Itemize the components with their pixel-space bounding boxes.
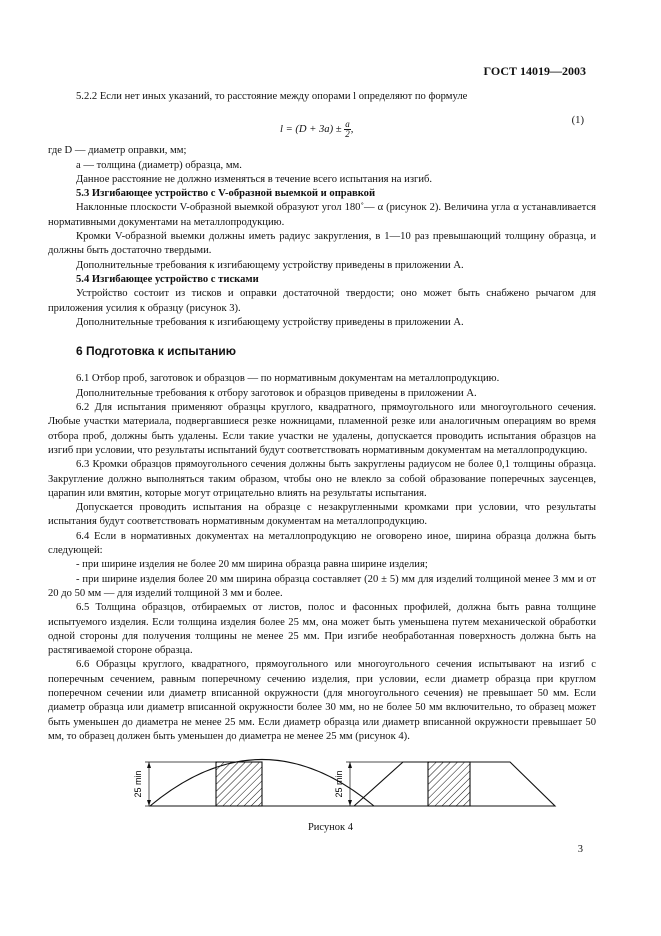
para-6-4: 6.4 Если в нормативных документах на металлопродукцию не оговорено иное, ширина образца должна быть следующей: <box>48 530 596 557</box>
para-5-2-2: 5.2.2 Если нет иных указаний, то расстояние между опорами l определяют по формуле <box>76 91 468 102</box>
para-6-1-a: 6.1 Отбор проб, заготовок и образцов — по нормативным документам на металлопродукцию. <box>76 373 500 385</box>
para-5-4-a: Устройство состоит из тисков и оправки достаточной твердости; оно может быть снабжено рычагом для приложения усилия к образцу (рисунок 3). <box>48 288 596 314</box>
para-5-3-c: Дополнительные требования к изгибающему устройству приведены в приложении А. <box>76 259 464 271</box>
page-number: 3 <box>577 844 583 855</box>
where-a: a — толщина (диаметр) образца, мм. <box>76 159 242 171</box>
formula-expression <box>280 120 353 139</box>
para-6-3: 6.3 Кромки образцов прямоугольного сечения должны быть закруглены радиусом не более 0,1 толщины образца. Закругление должно выполняться таким образом, чтобы оно не влекло за собой образование поперечных заусенцев, царапин или вмятин, которые могут отрицательно влиять на результаты испытания. <box>48 459 596 499</box>
formula-left: l = (D + 3a) ± <box>280 124 342 136</box>
document-header: ГОСТ 14019—2003 <box>483 64 586 78</box>
para-5-3-b: Кромки V-образной выемки должны иметь радиус закругления, в 1—10 раз превышающий толщину образца, и должны быть достаточно твердыми. <box>48 231 596 257</box>
equation-number: (1) <box>571 115 584 127</box>
dim-label-left: 25 min <box>133 770 143 798</box>
para-5-4-b: Дополнительные требования к изгибающему устройству приведены в приложении А. <box>76 316 464 328</box>
heading-5-3: 5.3 Изгибающее устройство с V-образной выемкой и оправкой <box>76 188 376 200</box>
formula-tail: , <box>350 124 354 136</box>
para-6-2: 6.2 Для испытания применяют образцы круглого, квадратного, прямоугольного или многоугольного сечения. Любые участки материала, подвергавшиеся резке ножницами, пламенной резке или аналогичным операциям во время отбора проб, должны быть удалены. Если такие участки не удалены, допускается проводить испытания образцов на изгиб при условии, что результаты испытаний будут соответствовать нормативным документам на металлопродукцию. <box>48 402 596 456</box>
figure-caption: Рисунок 4 <box>307 822 354 833</box>
dim-label-right: 25 min <box>334 770 344 798</box>
figure-4-right-segment <box>334 762 555 806</box>
formula-denominator: 2 <box>345 129 350 140</box>
para-distance: Данное расстояние не должно изменяться в течение всего испытания на изгиб. <box>76 173 433 185</box>
para-6-6: 6.6 Образцы круглого, квадратного, прямоугольного или многоугольного сечения испытывают на изгиб с поперечным сечением, равным поперечному сечению изделия, при условии, если диаметр образца при круглом поперечном сечении или диаметр вписанной окружности (для многоугольного сечения) не превышает 50 мм. Если диаметр образца или диаметр вписанной окружности более 30 мм, но не более 50 мм включительно, то образец может быть уменьшен до диаметра не менее 25 мм. Если диаметр образца или диаметр вписанной окружности превышает 50 мм, то образец должен быть уменьшен до диаметра не менее 25 мм (рисунок 4). <box>48 659 596 742</box>
formula-numerator: a <box>345 119 350 130</box>
para-6-4-b: - при ширине изделия более 20 мм ширина образца составляет (20 ± 5) мм для изделий толщиной менее 3 мм и от 20 до 50 мм — для изделий толщиной 3 мм и более. <box>48 573 596 599</box>
para-6-5: 6.5 Толщина образцов, отбираемых от листов, полос и фасонных профилей, должна быть равна толщине испытуемого изделия. Если толщина изделия более 25 мм, она может быть уменьшена путем механической обработки одной стороны для получения толщины не менее 25 мм. При изгибе необработанная поверхность должна быть на растягиваемой стороне образца. <box>48 602 596 657</box>
page-body <box>48 90 596 744</box>
para-6-1-b: Дополнительные требования к отбору заготовок и образцов приведены в приложении А. <box>76 387 477 399</box>
section-6-title: 6 Подготовка к испытанию <box>76 344 237 359</box>
para-6-4-a: - при ширине изделия не более 20 мм ширина образца равна ширине изделия; <box>76 559 428 571</box>
para-5-3-a: Наклонные плоскости V-образной выемкой образуют угол 180˚— α (рисунок 2). Величина угла α устанавливается нормативными документами на металлопродукцию. <box>48 202 596 228</box>
para-6-3-b: Допускается проводить испытания на образце с незакругленными кромками при условии, что результаты испытания будут соответствовать нормативным документам на металлопродукцию. <box>48 502 596 528</box>
formula-1 <box>48 110 596 140</box>
heading-5-4: 5.4 Изгибающее устройство с тисками <box>76 273 259 285</box>
where-d: где D — диаметр оправки, мм; <box>48 145 187 157</box>
